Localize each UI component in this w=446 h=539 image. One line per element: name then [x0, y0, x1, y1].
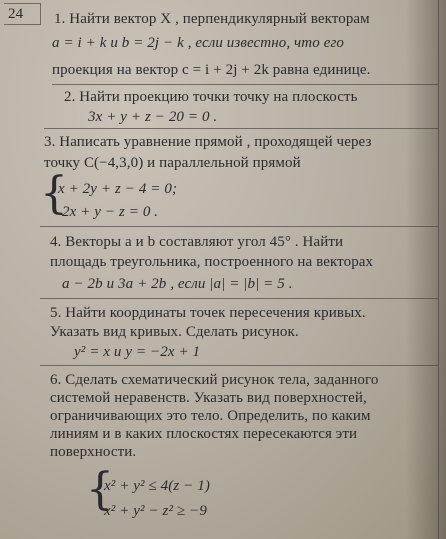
problem-5-equations: y² = x и y = −2x + 1	[74, 344, 201, 360]
number-box-bottom-border	[4, 24, 40, 25]
card-right-border	[438, 0, 439, 539]
problem-4-line-2: площадь треугольника, построенного на векторах	[50, 254, 374, 270]
problem-4-line-1: 4. Векторы a и b составляют угол 45° . Найти	[50, 234, 344, 250]
separator-1	[52, 84, 438, 85]
problem-6-inequality-1: x² + y² ≤ 4(z − 1)	[104, 478, 210, 494]
problem-6-line-4: линиям и в каких плоскостях пересекаются эти	[50, 426, 358, 442]
number-box-right-border	[40, 3, 41, 25]
problem-4-line-3: a − 2b и 3a + 2b , если |a| = |b| = 5 .	[62, 276, 293, 292]
problem-2-line-1: 2. Найти проекцию точки точку на плоскость	[64, 89, 358, 105]
problem-3-line-1: 3. Написать уравнение прямой , проходящей через	[44, 134, 372, 150]
separator-4	[40, 298, 438, 299]
problem-1-line-2: a = i + k и b = 2j − k , если известно, что его	[52, 35, 344, 51]
problem-6-line-1: 6. Сделать схематический рисунок тела, заданного	[50, 372, 379, 388]
problem-6-line-5: поверхности.	[50, 444, 137, 460]
problem-1-line-1: 1. Найти вектор X , перпендикулярный векторам	[54, 11, 370, 27]
problem-3-system-eq-2: 2x + y − z = 0 .	[62, 204, 159, 220]
problem-1-line-3: проекция на вектор c = i + 2j + 2k равна единице.	[52, 62, 371, 78]
problem-3-system-eq-1: x + 2y + z − 4 = 0;	[58, 181, 178, 197]
problem-2-equation: 3x + y + z − 20 = 0 .	[88, 109, 218, 125]
separator-3	[40, 226, 438, 227]
page-shadow	[406, 0, 446, 539]
problem-5-line-2: Указать вид кривых. Сделать рисунок.	[50, 324, 299, 340]
system-brace-2: {	[86, 464, 114, 515]
separator-2	[44, 128, 438, 129]
system-brace-1: {	[40, 168, 68, 219]
problem-5-line-1: 5. Найти координаты точек пересечения кривых.	[50, 305, 366, 321]
problem-3-line-2: точку C(−4,3,0) и параллельной прямой	[44, 155, 301, 171]
separator-5	[40, 365, 438, 366]
number-box-top-border	[4, 3, 40, 4]
problem-6-line-3: ограничивающих это тело. Определить, по каким	[50, 408, 371, 424]
problem-6-inequality-2: x² + y² − z² ≥ −9	[104, 503, 207, 519]
card-number: 24	[8, 6, 24, 22]
problem-6-line-2: системой неравенств. Указать вид поверхностей,	[50, 390, 367, 406]
